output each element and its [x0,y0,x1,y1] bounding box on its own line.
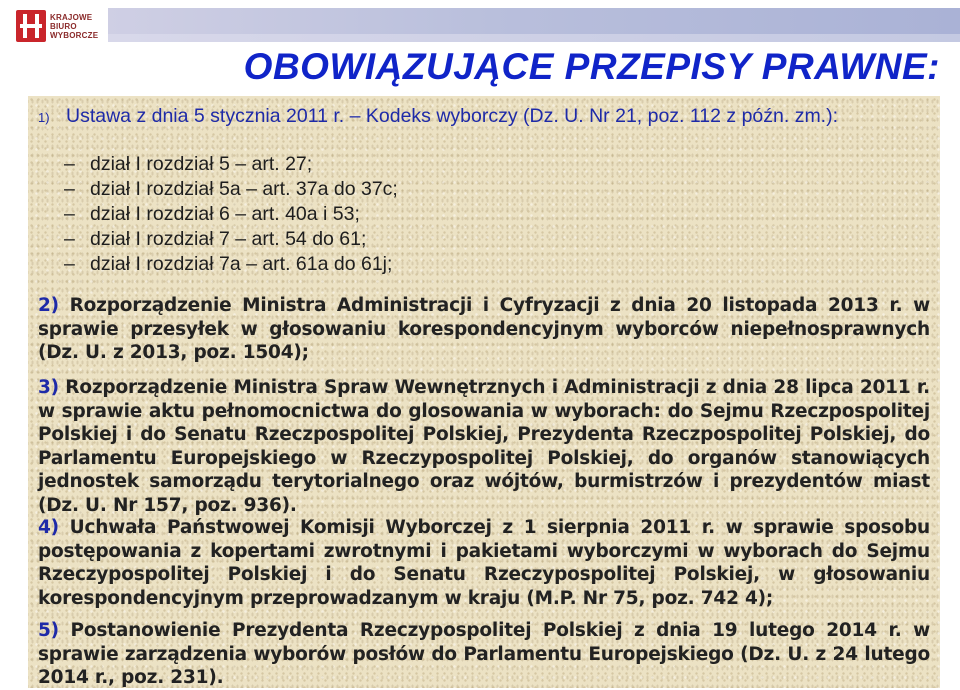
item-1-text: Ustawa z dnia 5 stycznia 2011 r. – Kodeks wyborczy (Dz. U. Nr 21, poz. 112 z późn. zm.): [66,105,839,127]
subitem-3 [64,202,360,227]
law-item-3 [38,376,930,517]
subitem-2 [64,177,398,202]
logo-text [50,13,110,40]
dash-icon: – [64,153,75,175]
page-title: OBOWIĄZUJĄCE PRZEPISY PRAWNE: [243,46,940,87]
item-3-number: 3) [38,377,59,398]
subitem-3-text: dział I rozdział 6 – art. 40a i 53; [90,203,360,225]
law-item-5 [38,619,930,690]
law-item-4 [38,516,930,610]
header-banner-stripe [108,34,960,42]
logo [16,10,98,44]
item-1-number: 1) [38,110,50,125]
law-item-2 [38,294,930,365]
item-4-text: Uchwała Państwowej Komisji Wyborczej z 1 sierpnia 2011 r. w sprawie sposobu postępowania z kopertami zwrotnymi i pakietami wyborczymi w wyborach do Sejmu Rzeczypospolitej Polskiej i do Senatu Rzeczypospolitej Polskiej, w głosowaniu korespondencyjnym przeprowadzanym w kraju (M.P. Nr 75, poz. 742 4); [38,517,930,609]
dash-icon: – [64,228,75,250]
item-2-number: 2) [38,295,59,316]
subitem-5-text: dział I rozdział 7a – art. 61a do 61j; [90,253,393,275]
subitem-1-text: dział I rozdział 5 – art. 27; [90,153,313,175]
subitem-1 [64,152,312,177]
dash-icon: – [64,178,75,200]
subitem-2-text: dział I rozdział 5a – art. 37a do 37c; [90,178,398,200]
law-item-1 [38,104,930,130]
logo-emblem-icon [16,10,46,42]
item-5-number: 5) [38,620,59,641]
logo-line-1: KRAJOWE [50,13,93,22]
subitem-4 [64,227,366,252]
item-4-number: 4) [38,517,59,538]
logo-line-2: BIURO [50,22,77,31]
dash-icon: – [64,203,75,225]
content-panel [28,96,940,688]
logo-line-3: WYBORCZE [50,31,99,40]
item-3-text: Rozporządzenie Ministra Spraw Wewnętrznych i Administracji z dnia 28 lipca 2011 r. w sprawie aktu pełnomocnictwa do glosowania w wyborach: do Sejmu Rzeczpospolitej Polskiej i do Senatu Rzeczpospolitej Polskiej, Prezydenta Rzeczpospolitej Polskiej, do Parlamentu Europejskiego w Rzeczypospolitej Polskiej, do organów stanowiących jednostek samorządu terytorialnego oraz wójtów, burmistrzów i prezydentów miast (Dz. U. Nr 157, poz. 936). [38,377,930,516]
item-5-text: Postanowienie Prezydenta Rzeczypospolitej Polskiej z dnia 19 lutego 2014 r. w sprawie zarządzenia wyborów posłów do Parlamentu Europejskiego (Dz. U. z 24 lutego 2014 r., poz. 231). [38,620,930,688]
item-2-text: Rozporządzenie Ministra Administracji i Cyfryzacji z dnia 20 listopada 2013 r. w sprawie przesyłek w głosowaniu korespondencyjnym wyborców niepełnosprawnych (Dz. U. z 2013, poz. 1504); [38,295,930,363]
subitem-5 [64,252,392,277]
dash-icon: – [64,253,75,275]
subitem-4-text: dział I rozdział 7 – art. 54 do 61; [90,228,367,250]
header-banner [108,8,960,34]
